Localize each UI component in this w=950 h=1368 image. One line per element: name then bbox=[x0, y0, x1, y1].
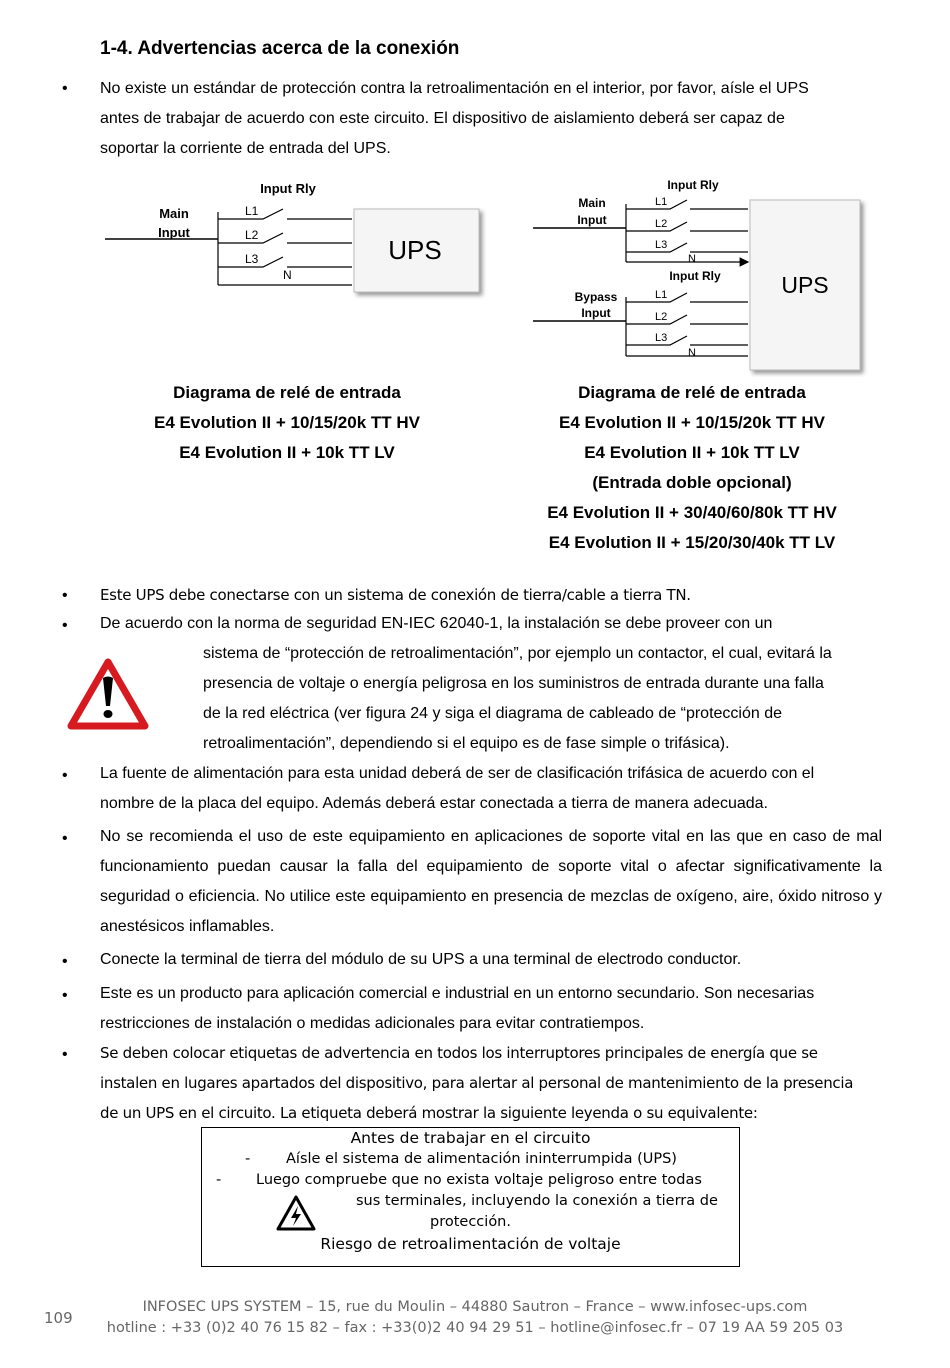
caption-line: E4 Evolution II + 15/20/30/40k TT LV bbox=[548, 533, 836, 552]
line-n-label: N bbox=[283, 268, 292, 282]
relay-switch-l2 bbox=[218, 233, 352, 243]
warning-triangle-icon bbox=[67, 658, 149, 730]
caption-line: E4 Evolution II + 10k TT LV bbox=[179, 443, 395, 462]
intro-line: antes de trabajar de acuerdo con este circuito. El dispositivo de aislamiento deberá ser capaz de bbox=[100, 110, 785, 127]
caption-line: E4 Evolution II + 30/40/60/80k TT HV bbox=[547, 503, 837, 522]
warning-label-title: Antes de trabajar en el circuito bbox=[350, 1129, 591, 1147]
commercial-line: restricciones de instalación o medidas adicionales para evitar contratiempos. bbox=[100, 1015, 645, 1032]
input-relay-diagram-right bbox=[530, 172, 870, 377]
bullet-marker: • bbox=[62, 617, 68, 634]
ups-box-label: UPS bbox=[388, 235, 442, 265]
power-line: nombre de la placa del equipo. Además deberá estar conectada a tierra de manera adecuada. bbox=[100, 795, 768, 812]
intro-line: soportar la corriente de entrada del UPS. bbox=[100, 140, 391, 157]
ups-box-label: UPS bbox=[781, 272, 829, 298]
bullet-commercial bbox=[100, 979, 882, 1039]
main-input-label: Input bbox=[577, 213, 607, 227]
input-relay-label: Input Rly bbox=[669, 269, 721, 283]
norm-line: sistema de “protección de retroalimentación”, por ejemplo un contactor, el cual, evitará la bbox=[203, 645, 832, 662]
caption-line: Diagrama de relé de entrada bbox=[578, 383, 806, 402]
dash: - bbox=[245, 1151, 251, 1167]
bullet-marker: • bbox=[62, 987, 68, 1004]
footer-address: INFOSEC UPS SYSTEM – 15, rue du Moulin – 44880 Sautron – France – www.infosec-ups.com bbox=[142, 1299, 808, 1315]
warning-label-box bbox=[201, 1127, 740, 1267]
bullet-marker: • bbox=[62, 587, 68, 604]
power-line: La fuente de alimentación para esta unidad deberá de ser de clasificación trifásica de acuerdo con el bbox=[100, 765, 815, 782]
warning-label-item-cont: protección. bbox=[430, 1214, 511, 1230]
line-l1-label: L1 bbox=[655, 289, 668, 301]
bullet-norm-first: De acuerdo con la norma de seguridad EN-IEC 62040-1, la instalación se debe proveer con un bbox=[100, 615, 773, 632]
bullet-marker: • bbox=[62, 830, 68, 847]
bullet-marker: • bbox=[62, 953, 68, 970]
commercial-line: Este es un producto para aplicación comercial e industrial en un entorno secundario. Son necesarias bbox=[100, 985, 815, 1002]
input-relay-label: Input Rly bbox=[667, 178, 719, 192]
intro-paragraph bbox=[100, 74, 882, 164]
bullet-marker: • bbox=[62, 767, 68, 784]
line-l2-label: L2 bbox=[655, 311, 668, 323]
norm-line: presencia de voltaje o energía peligrosa en los suministros de entrada durante una falla bbox=[203, 675, 824, 692]
main-input-label: Main bbox=[578, 196, 606, 210]
line-n-label: N bbox=[688, 253, 696, 265]
main-input-label: Input bbox=[158, 225, 190, 240]
caption-line: (Entrada doble opcional) bbox=[592, 473, 792, 492]
caption-line: E4 Evolution II + 10k TT LV bbox=[584, 443, 800, 462]
input-relay-diagram-left bbox=[100, 172, 500, 302]
relay-switch-l1 bbox=[218, 209, 352, 219]
line-l3-label: L3 bbox=[655, 239, 668, 251]
main-input-label: Main bbox=[159, 206, 189, 221]
bullet-labels bbox=[100, 1038, 882, 1128]
bullet-norm-rest bbox=[203, 639, 893, 759]
input-relay-label: Input Rly bbox=[260, 181, 316, 196]
line-n-label: N bbox=[688, 347, 696, 359]
caption-line: E4 Evolution II + 10/15/20k TT HV bbox=[154, 413, 420, 432]
norm-line: de la red eléctrica (ver figura 24 y siga el diagrama de cableado de “protección de bbox=[203, 705, 782, 722]
line-l1-label: L1 bbox=[655, 196, 668, 208]
caption-right bbox=[507, 378, 877, 558]
relay-switch-l3 bbox=[218, 257, 352, 267]
caption-line: Diagrama de relé de entrada bbox=[173, 383, 401, 402]
line-l2-label: L2 bbox=[245, 228, 259, 242]
warning-label-item: Luego compruebe que no exista voltaje peligroso entre todas bbox=[256, 1172, 702, 1188]
dash: - bbox=[216, 1172, 222, 1188]
line-l3-label: L3 bbox=[245, 252, 259, 266]
bullet-ground: Conecte la terminal de tierra del módulo de su UPS a una terminal de electrodo conductor. bbox=[100, 951, 742, 968]
bypass-input-label: Bypass bbox=[574, 290, 618, 304]
line-l1-label: L1 bbox=[245, 204, 259, 218]
page-number: 109 bbox=[44, 1309, 73, 1327]
bullet-marker: • bbox=[62, 80, 68, 97]
caption-left bbox=[112, 378, 462, 468]
bullet-life-support: No se recomienda el uso de este equipamiento en aplicaciones de soporte vital en las que en caso de mal funcionamiento puedan causar la falla del equipamiento de soporte vital o afectar significativamente la seguridad o eficiencia. No utilice este equipamiento en presencia de mezclas de oxígeno, aire, óxido nitroso y anestésicos inflamables. bbox=[100, 828, 882, 935]
labels-line: Se deben colocar etiquetas de advertencia en todos los interruptores principales de energía que se bbox=[100, 1044, 818, 1062]
section-heading: 1-4. Advertencias acerca de la conexión bbox=[100, 38, 460, 59]
caption-line: E4 Evolution II + 10/15/20k TT HV bbox=[559, 413, 825, 432]
warning-label-footer: Riesgo de retroalimentación de voltaje bbox=[320, 1235, 621, 1253]
bullet-power bbox=[100, 759, 882, 819]
bypass-input-label: Input bbox=[581, 306, 611, 320]
warning-label-item: Aísle el sistema de alimentación ininterrumpida (UPS) bbox=[286, 1151, 677, 1167]
intro-line: No existe un estándar de protección contra la retroalimentación en el interior, por favor, aísle el UPS bbox=[100, 80, 809, 97]
line-l2-label: L2 bbox=[655, 218, 668, 230]
footer-contact: hotline : +33 (0)2 40 76 15 82 – fax : +33(0)2 40 94 29 51 – hotline@infosec.fr – 07 19 AA 59 205 03 bbox=[106, 1320, 844, 1336]
bullet-marker: • bbox=[62, 1046, 68, 1063]
bullet-tn: Este UPS debe conectarse con un sistema de conexión de tierra/cable a tierra TN. bbox=[100, 586, 691, 604]
line-l3-label: L3 bbox=[655, 332, 668, 344]
labels-line: instalen en lugares apartados del dispositivo, para alertar al personal de mantenimiento de la presencia bbox=[100, 1074, 854, 1092]
labels-line: de un UPS en el circuito. La etiqueta deberá mostrar la siguiente leyenda o su equivalente: bbox=[100, 1104, 758, 1122]
warning-label-item-cont: sus terminales, incluyendo la conexión a tierra de bbox=[356, 1193, 718, 1209]
norm-line: retroalimentación”, dependiendo si el equipo es de fase simple o trifásica). bbox=[203, 735, 730, 752]
